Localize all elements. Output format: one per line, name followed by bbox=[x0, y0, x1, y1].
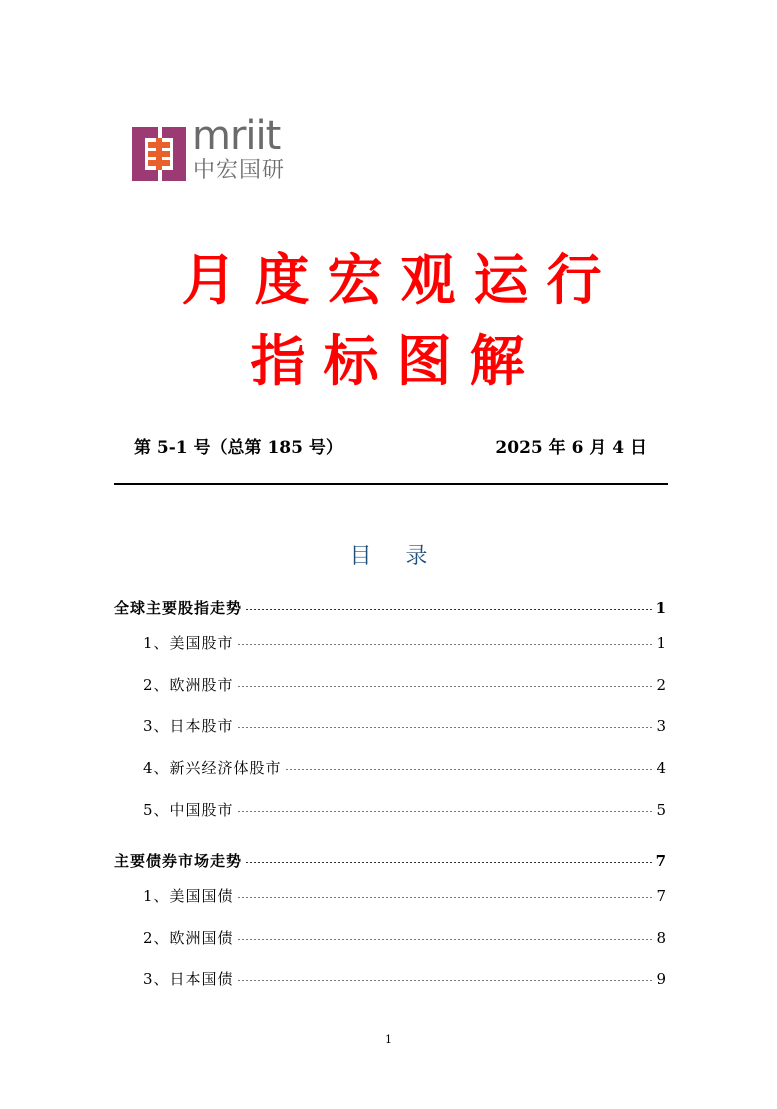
toc-leader-dots bbox=[245, 609, 654, 610]
issue-date: 2025 年 6 月 4 日 bbox=[495, 438, 647, 458]
toc-entry-us-stocks[interactable] bbox=[143, 631, 666, 655]
mriit-logo-mark-icon bbox=[130, 123, 188, 185]
toc-entry-label: 2、欧洲股市 bbox=[143, 676, 234, 694]
toc-entry-page: 8 bbox=[656, 929, 666, 947]
toc-entry-page: 7 bbox=[656, 887, 666, 905]
toc-leader-dots bbox=[237, 980, 655, 981]
toc-entry-japan-stocks[interactable] bbox=[143, 714, 666, 738]
toc-entry-page: 9 bbox=[656, 970, 666, 988]
toc-leader-dots bbox=[237, 939, 655, 940]
toc-heading: 目录 bbox=[349, 544, 462, 569]
toc-leader-dots bbox=[237, 686, 655, 687]
toc-leader-dots bbox=[237, 727, 655, 728]
toc-entry-page: 4 bbox=[656, 759, 666, 777]
page-number: 1 bbox=[385, 1033, 392, 1046]
toc-entry-label: 主要债券市场走势 bbox=[114, 852, 243, 870]
toc-leader-dots bbox=[237, 811, 655, 812]
toc-entry-label: 2、欧洲国债 bbox=[143, 929, 234, 947]
toc-leader-dots bbox=[245, 862, 654, 863]
toc-entry-us-treasuries[interactable] bbox=[143, 884, 666, 908]
toc-entry-europe-stocks[interactable] bbox=[143, 673, 666, 697]
logo-en-text: mriit bbox=[192, 113, 281, 159]
toc-entry-europe-bonds[interactable] bbox=[143, 926, 666, 950]
toc-entry-china-stocks[interactable] bbox=[143, 798, 666, 822]
toc-entry-label: 全球主要股指走势 bbox=[114, 599, 243, 617]
toc-entry-label: 4、新兴经济体股市 bbox=[143, 759, 282, 777]
toc-entry-label: 1、美国国债 bbox=[143, 887, 234, 905]
toc-entry-label: 5、中国股市 bbox=[143, 801, 234, 819]
toc-entry-label: 1、美国股市 bbox=[143, 634, 234, 652]
toc-leader-dots bbox=[237, 897, 655, 898]
report-title-line1: 月度宏观运行 bbox=[181, 248, 620, 312]
toc-entry-global-stocks[interactable] bbox=[114, 596, 666, 620]
toc-entry-page: 2 bbox=[656, 676, 666, 694]
logo-cn-text: 中宏国研 bbox=[193, 158, 286, 183]
toc-leader-dots bbox=[285, 769, 655, 770]
toc-entry-bond-markets[interactable] bbox=[114, 849, 666, 873]
mriit-logo bbox=[130, 113, 300, 188]
toc-entry-emerging-stocks[interactable] bbox=[143, 756, 666, 780]
toc-entry-page: 5 bbox=[656, 801, 666, 819]
toc-entry-label: 3、日本国债 bbox=[143, 970, 234, 988]
toc-entry-page: 1 bbox=[656, 634, 666, 652]
header-divider bbox=[114, 483, 668, 485]
issue-number: 第 5-1 号（总第 185 号） bbox=[134, 438, 343, 458]
toc-leader-dots bbox=[237, 644, 655, 645]
toc-entry-page: 3 bbox=[656, 717, 666, 735]
toc-entry-label: 3、日本股市 bbox=[143, 717, 234, 735]
toc-entry-page: 7 bbox=[655, 852, 666, 870]
report-title-line2: 指标图解 bbox=[250, 329, 543, 393]
toc-entry-japan-bonds[interactable] bbox=[143, 967, 666, 991]
toc-entry-page: 1 bbox=[655, 599, 666, 617]
